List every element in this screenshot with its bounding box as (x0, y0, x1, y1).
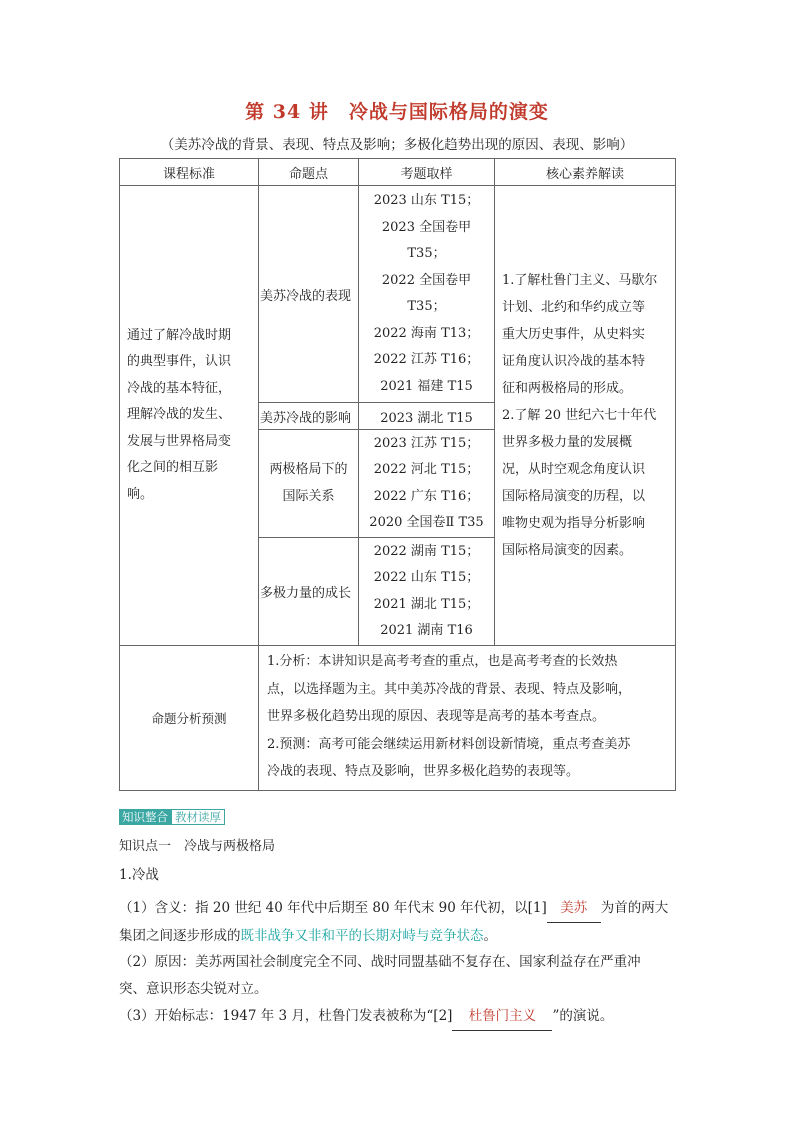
knowledge-point-heading: 知识点一 冷战与两极格局 (119, 839, 276, 854)
curriculum-table (119, 158, 676, 791)
exam-cell: 2023 山东 T15； 2023 全国卷甲 T35； 2022 全国卷甲 T35； 2022 海南 T13； 2022 江苏 T16； 2021 福建 T15 (359, 186, 495, 403)
fill-blank-1: 美苏 (547, 895, 601, 923)
table-row (120, 186, 676, 403)
highlight-text: 既非战争又非和平的长期对峙与竞争状态 (240, 928, 484, 944)
topic-cell: 两极格局下的 国际关系 (259, 430, 359, 538)
course-standard-cell: 通过了解冷战时期 的典型事件，认识 冷战的基本特征， 理解冷战的发生、 发展与世界格局变 化之间的相互影 响。 (120, 186, 259, 646)
topic-cell: 多极力量的成长 (259, 538, 359, 646)
table-row (120, 646, 676, 791)
topic-cell: 美苏冷战的表现 (259, 186, 359, 403)
paragraph-definition: （1）含义：指 20 世纪 40 年代中后期至 80 年代末 90 年代初，以[1] 美苏 为首的两大 集团之间逐步形成的既非战争又非和平的长期对峙与竞争状态。 (119, 895, 679, 950)
prediction-cell: 1.分析：本讲知识是高考考查的重点，也是高考考查的长效热 点，以选择题为主。其中美苏冷战的背景、表现、特点及影响， 世界多极化趋势出现的原因、表现等是高考的基本考查点。 2.预测：高考可能会继续运用新材料创设新情境，重点考查美苏 冷战的表现、特点及影响，世界多极化趋势的表现等。 (259, 646, 676, 791)
fill-blank-2: 杜鲁门主义 (452, 1003, 552, 1031)
section-tag (119, 809, 225, 825)
prediction-label: 命题分析预测 (120, 646, 259, 791)
header-topic: 命题点 (259, 159, 359, 186)
header-core: 核心素养解读 (495, 159, 676, 186)
header-standard: 课程标准 (120, 159, 259, 186)
tag-knowledge-integration: 知识整合 (119, 809, 171, 825)
topic-cell: 美苏冷战的影响 (259, 403, 359, 430)
tag-textbook-reading: 教材读厚 (171, 809, 225, 825)
core-literacy-cell: 1.了解杜鲁门主义、马歇尔 计划、北约和华约成立等 重大历史事件，从史料实 证角度认识冷战的基本特 征和两极格局的形成。 2.了解 20 世纪六七十年代 世界多极力量的发展概 况，从时空观念角度认识 国际格局演变的历程，以 唯物史观为指导分析影响 国际格局演变的因素。 (495, 186, 676, 646)
page-title: 第 34 讲 冷战与国际格局的演变 (245, 101, 549, 123)
exam-cell: 2022 湖南 T15； 2022 山东 T15； 2021 湖北 T15； 2021 湖南 T16 (359, 538, 495, 646)
exam-cell: 2023 湖北 T15 (359, 403, 495, 430)
section-heading: 1.冷战 (119, 867, 159, 883)
table-header-row (120, 159, 676, 186)
header-exam: 考题取样 (359, 159, 495, 186)
page-subtitle: （美苏冷战的背景、表现、特点及影响；多极化趋势出现的原因、表现、影响） (160, 137, 634, 153)
exam-cell: 2023 江苏 T15； 2022 河北 T15； 2022 广东 T16； 2020 全国卷Ⅱ T35 (359, 430, 495, 538)
paragraph-cause: （2）原因：美苏两国社会制度完全不同、战时同盟基础不复存在、国家利益存在严重冲 突、意识形态尖锐对立。 (119, 954, 641, 997)
paragraph-start: （3）开始标志：1947 年 3 月，杜鲁门发表被称为“[2] 杜鲁门主义 ”的演说。 (119, 1003, 679, 1031)
